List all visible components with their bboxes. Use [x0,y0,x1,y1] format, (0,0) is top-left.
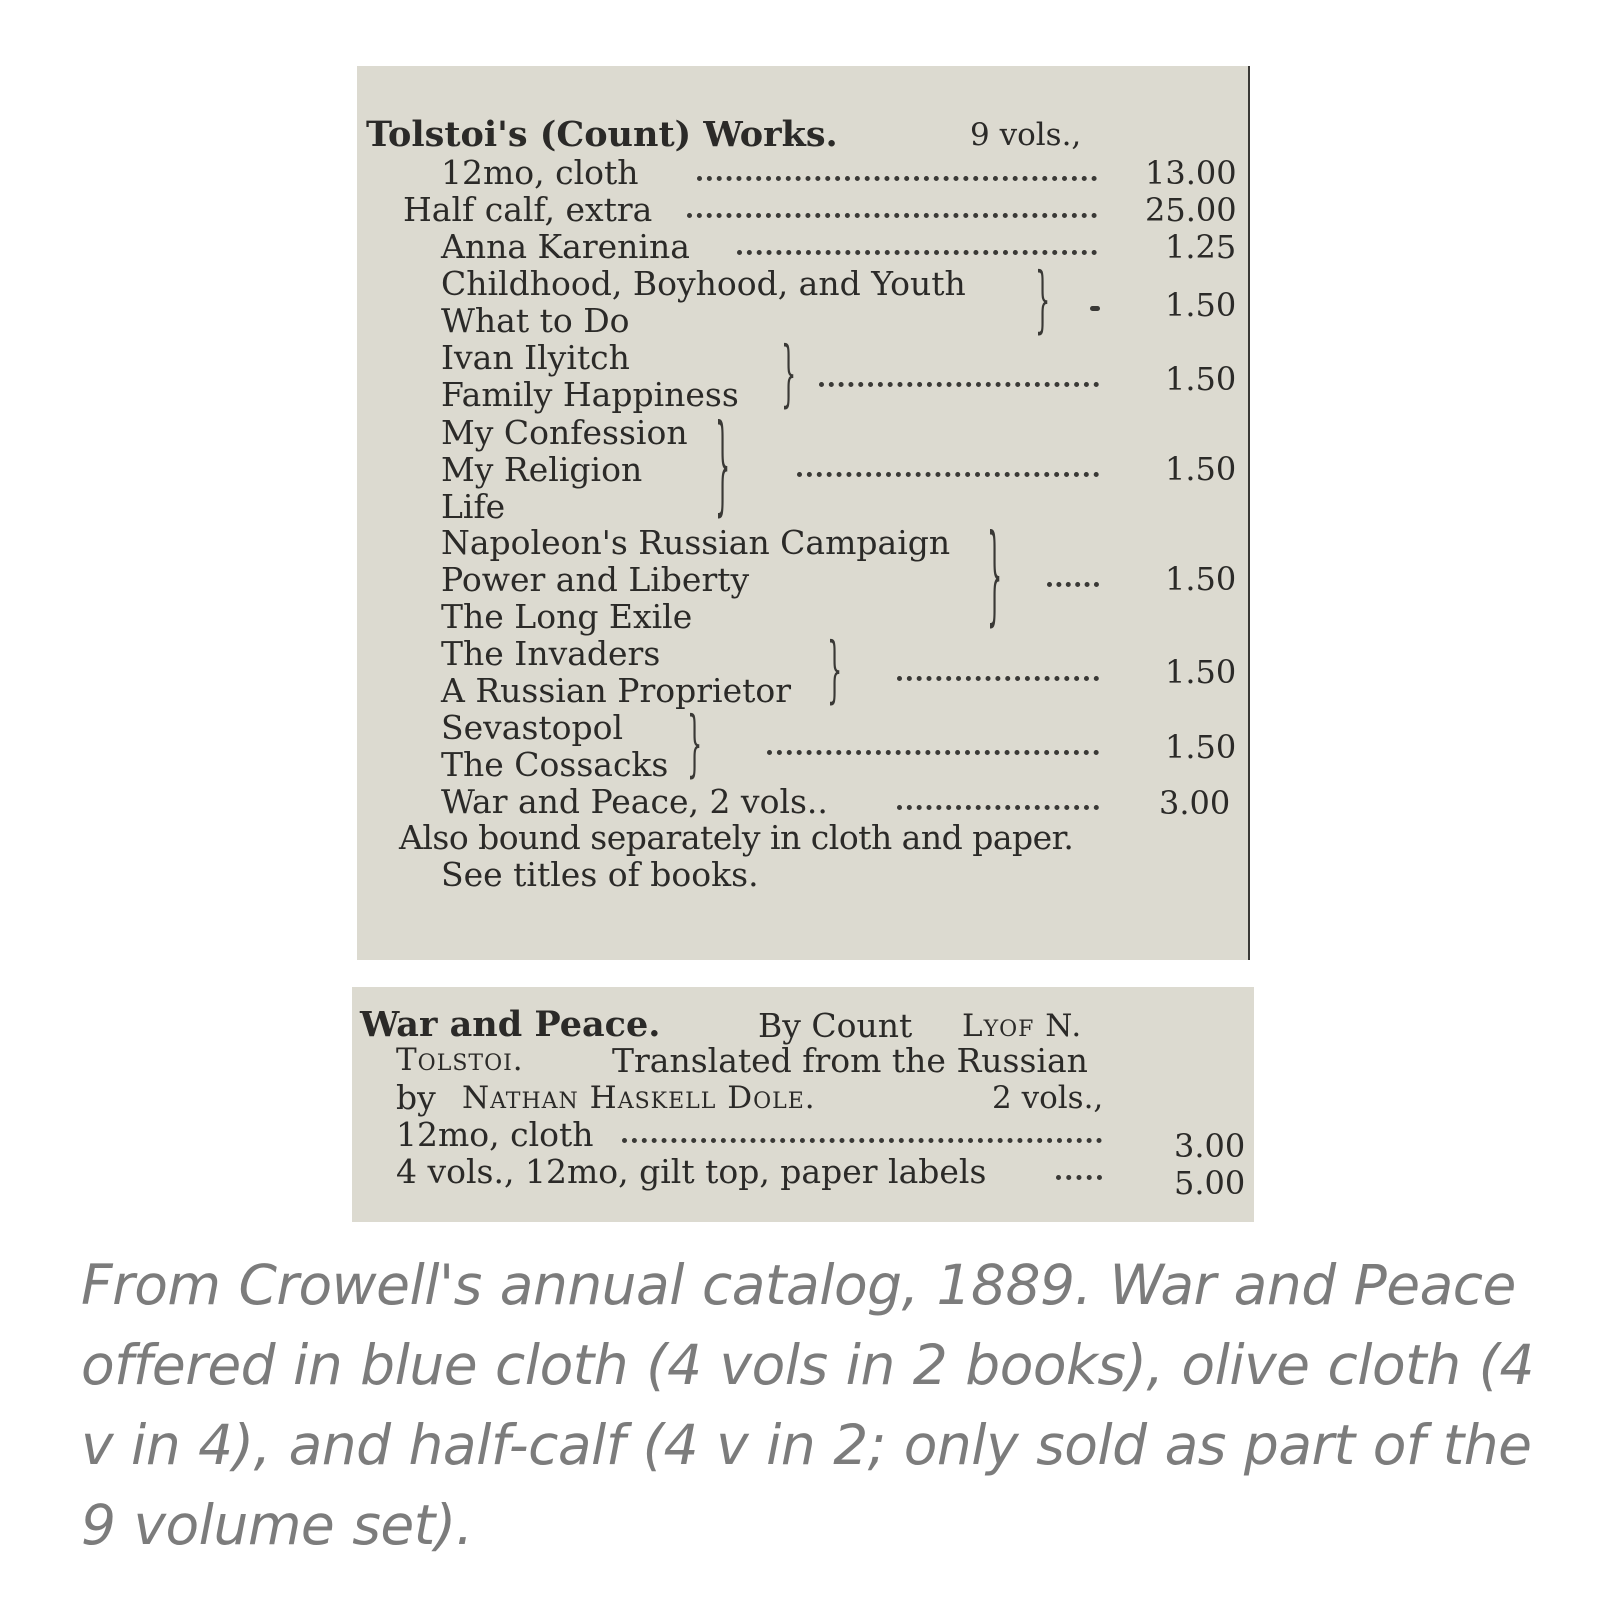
group-title: The Invaders [441,634,661,673]
entry-half-calf-price: 25.00 [1145,191,1237,229]
caption: From Crowell's annual catalog, 1889. War and Peace offered in blue cloth (4 vols in 2 books), olive cloth (4 v in 4), and half-calf (4 v in 2; only sold as part of the 9 volume set). [81,1253,1535,1557]
group-title: What to Do [441,301,630,340]
group-title: Childhood, Boyhood, and Youth [441,264,966,303]
brace-icon: } [781,332,797,416]
group-title: Sevastopol [441,708,624,747]
author-first-name: Lyof N. [962,1008,1083,1044]
entry-war-and-peace-price: 3.00 [1159,784,1231,822]
group-title: My Confession [441,413,688,452]
by-count-text: By Count [758,1006,913,1045]
group-title: The Long Exile [441,597,693,636]
group-title: Power and Liberty [441,560,750,599]
leader-dots [767,750,1099,755]
leader-dots [622,1138,1102,1143]
entry-12mo-cloth-label: 12mo, cloth [441,153,639,192]
leader-dots [897,676,1099,681]
group-price: 1.50 [1165,653,1237,691]
group-title: My Religion [441,450,643,489]
entry-half-calf-label: Half calf, extra [403,190,653,229]
group-title: Life [441,487,506,526]
group-title: A Russian Proprietor [441,671,791,710]
entry-4-vols-label: 4 vols., 12mo, gilt top, paper labels [396,1152,987,1191]
group-price: 1.50 [1165,728,1237,766]
catalog-clipping-tolstoi-works [357,66,1250,960]
group-title: Napoleon's Russian Campaign [441,523,951,562]
leader-dots [737,250,1097,255]
brace-icon: } [715,403,731,529]
group-title: Family Happiness [441,375,739,414]
brace-icon: } [827,628,843,712]
entry-4-vols-price: 5.00 [1174,1164,1246,1202]
entry-12mo-cloth-price: 3.00 [1174,1127,1246,1165]
entry-anna-karenina-price: 1.25 [1165,228,1237,266]
entry-anna-karenina-label: Anna Karenina [441,227,690,266]
leader-dots [1047,582,1099,587]
works-heading-vols: 9 vols., [970,117,1082,153]
brace-icon: } [687,702,703,786]
catalog-clipping-war-and-peace [352,987,1254,1222]
group-title: The Cossacks [441,745,669,784]
leader-dots [687,213,1097,218]
group-price: 1.50 [1165,450,1237,488]
leader-dots [897,805,1099,810]
note-bound-separately: Also bound separately in cloth and paper. [399,818,1074,857]
group-title: Ivan Ilyitch [441,338,630,377]
group-price: 1.50 [1165,360,1237,398]
by-text: by [396,1078,436,1117]
translator-name: Nathan Haskell Dole. [462,1080,816,1116]
leader-dots [797,472,1099,477]
war-and-peace-title: War and Peace. [360,1004,661,1045]
brace-icon: } [987,513,1003,639]
translated-text: Translated from the Russian [612,1041,1088,1080]
leader-dots [697,176,1097,181]
brace-icon: } [1035,258,1051,342]
works-heading: Tolstoi's (Count) Works. [366,114,838,155]
group-price: 1.50 [1165,286,1237,324]
entry-war-and-peace-label: War and Peace, 2 vols.. [441,782,828,821]
note-see-titles: See titles of books. [441,855,759,894]
leader-dots [819,382,1099,387]
leader-dots [1056,1175,1102,1180]
group-price: 1.50 [1165,560,1237,598]
entry-12mo-cloth-price: 13.00 [1145,154,1237,192]
leader-dots [1090,306,1100,311]
vols-text: 2 vols., [992,1080,1104,1116]
entry-12mo-cloth-label: 12mo, cloth [396,1115,594,1154]
author-last-name: Tolstoi. [396,1042,524,1078]
